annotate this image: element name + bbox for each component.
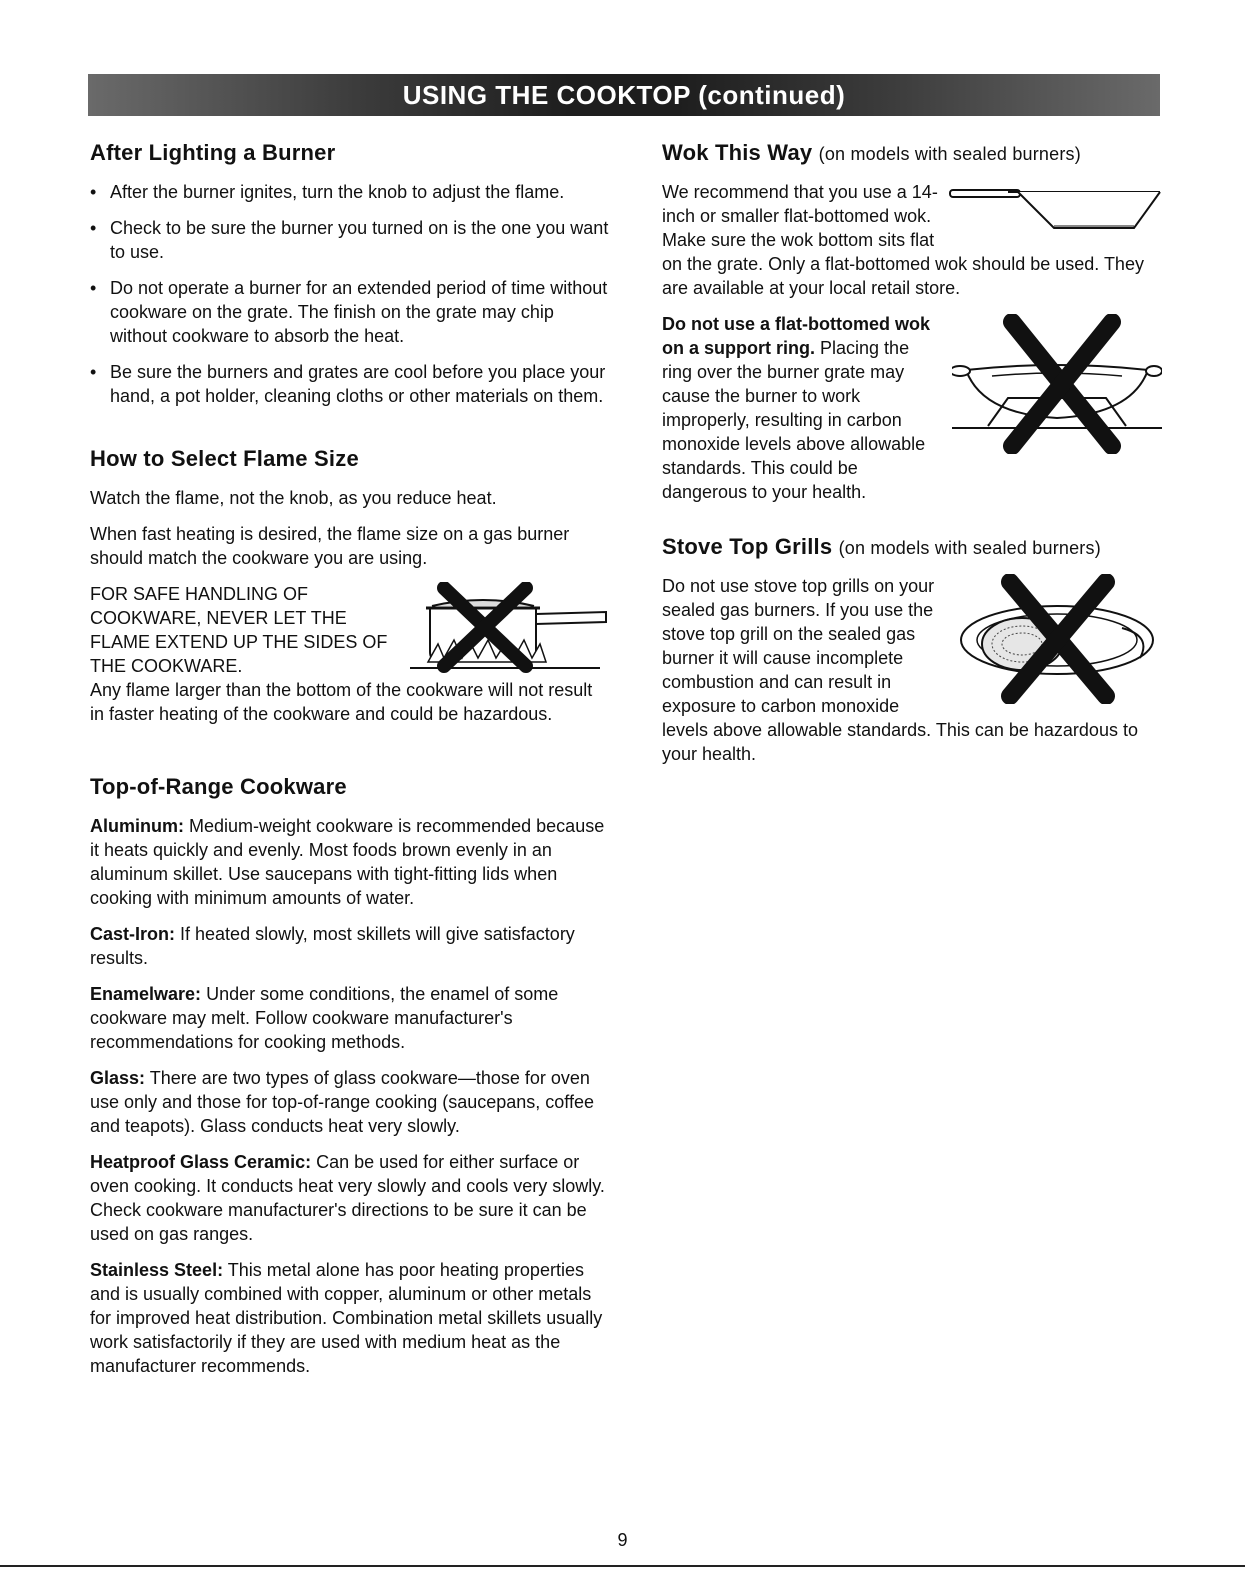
wok-warning-text: Placing the ring over the burner grate may cause the burner to work improperly, resulting in carbon monoxide levels above allowable standards. This could be dangerous to your health. [662,338,926,502]
term-label: Stainless Steel: [90,1260,224,1280]
wok-heading-note: (on models with sealed burners) [818,144,1081,164]
term-text: Medium-weight cookware is recommended because it heats quickly and evenly. Most foods brown evenly in an aluminum skillet. Use saucepans with tight-fitting lids when cooking with minimum amounts of water. [90,816,605,908]
term-text: Under some conditions, the enamel of some cookware may melt. Follow cookware manufacturer's recommendations for cooking methods. [90,984,559,1052]
wok-support-ring-prohibited-icon [952,314,1162,454]
list-item: • After the burner ignites, turn the knob to adjust the flame. [90,180,610,204]
list-item: • Do not operate a burner for an extended period of time without cookware on the grate. The finish on the grate may chip without cookware to absorb the heat. [90,276,610,348]
cookware-item-enamelware [90,982,610,1054]
term-label: Glass: [90,1068,146,1088]
flame-size-heading: How to Select Flame Size [90,446,359,471]
bottom-rule [0,1565,1245,1567]
cookware-item-cast-iron [90,922,610,970]
cookware-item-aluminum [90,814,610,910]
left-column [90,140,610,1390]
list-item: • Be sure the burners and grates are cool before you place your hand, a pot holder, cleaning cloths or other materials on them. [90,360,610,408]
cookware-item-glass-ceramic [90,1150,610,1246]
cookware-heading: Top-of-Range Cookware [90,774,347,799]
term-label: Cast-Iron: [90,924,175,944]
flat-bottom-wok-icon [948,180,1162,236]
right-column [662,140,1162,778]
cookware-item-glass [90,1066,610,1138]
term-label: Enamelware: [90,984,202,1004]
list-item: • Check to be sure the burner you turned on is the one you want to use. [90,216,610,264]
term-text: There are two types of glass cookware—those for oven use only and those for top-of-range cooking (saucepans, coffee and teapots). Glass conducts heat very slowly. [90,1068,594,1136]
stove-top-grill-prohibited-icon [952,574,1162,704]
grills-heading-note: (on models with sealed burners) [838,538,1101,558]
term-text: Can be used for either surface or oven cooking. It conducts heat very slowly and cools very slowly. Check cookware manufacturer's directions to be sure it can be used on gas ranges. [90,1152,605,1244]
banner-title: USING THE COOKTOP (continued) [402,79,846,110]
flame-size-p3: Any flame larger than the bottom of the cookware will not result in faster heating of the cookware and could be hazardous. [90,680,593,724]
page-number: 9 [617,1530,628,1550]
wok-heading-title: Wok This Way [662,140,813,165]
flame-size-p1: Watch the flame, not the knob, as you reduce heat. [90,488,497,508]
grills-text: Do not use stove top grills on your sealed gas burners. If you use the stove top grill on the sealed gas burner it will cause incomplete combustion and can result in exposure to carbon monoxide levels above allowable standards. This can be hazardous to your health. [662,576,1138,764]
grills-heading-title: Stove Top Grills [662,534,833,559]
term-label: Heatproof Glass Ceramic: [90,1152,312,1172]
wok-p1: We recommend that you use a 14-inch or smaller flat-bottomed wok. Make sure the wok bottom sits flat on the grate. Only a flat-bottomed wok should be used. They are available at your local retail store. [662,182,1144,298]
after-lighting-heading: After Lighting a Burner [90,140,336,165]
grills-heading [662,534,1162,560]
flame-too-large-prohibited-icon [410,582,610,674]
term-label: Aluminum: [90,816,184,836]
term-text: This metal alone has poor heating properties and is usually combined with copper, aluminum or other metals for improved heat distribution. Combination metal skillets usually work satisfactorily if they are used with medium heat as the manufacturer recommends. [90,1260,603,1376]
cookware-item-stainless [90,1258,610,1378]
flame-caps-warning: FOR SAFE HANDLING OF COOKWARE, NEVER LET THE FLAME EXTEND UP THE SIDES OF THE COOKWARE. [90,584,388,676]
after-lighting-list [90,180,610,408]
flame-size-p2: When fast heating is desired, the flame size on a gas burner should match the cookware you are using. [90,524,570,568]
wok-heading [662,140,1162,166]
term-text: If heated slowly, most skillets will give satisfactory results. [90,924,575,968]
section-banner [88,74,1160,116]
wok-warning-bold: Do not use a flat-bottomed wok on a support ring. [662,314,930,358]
